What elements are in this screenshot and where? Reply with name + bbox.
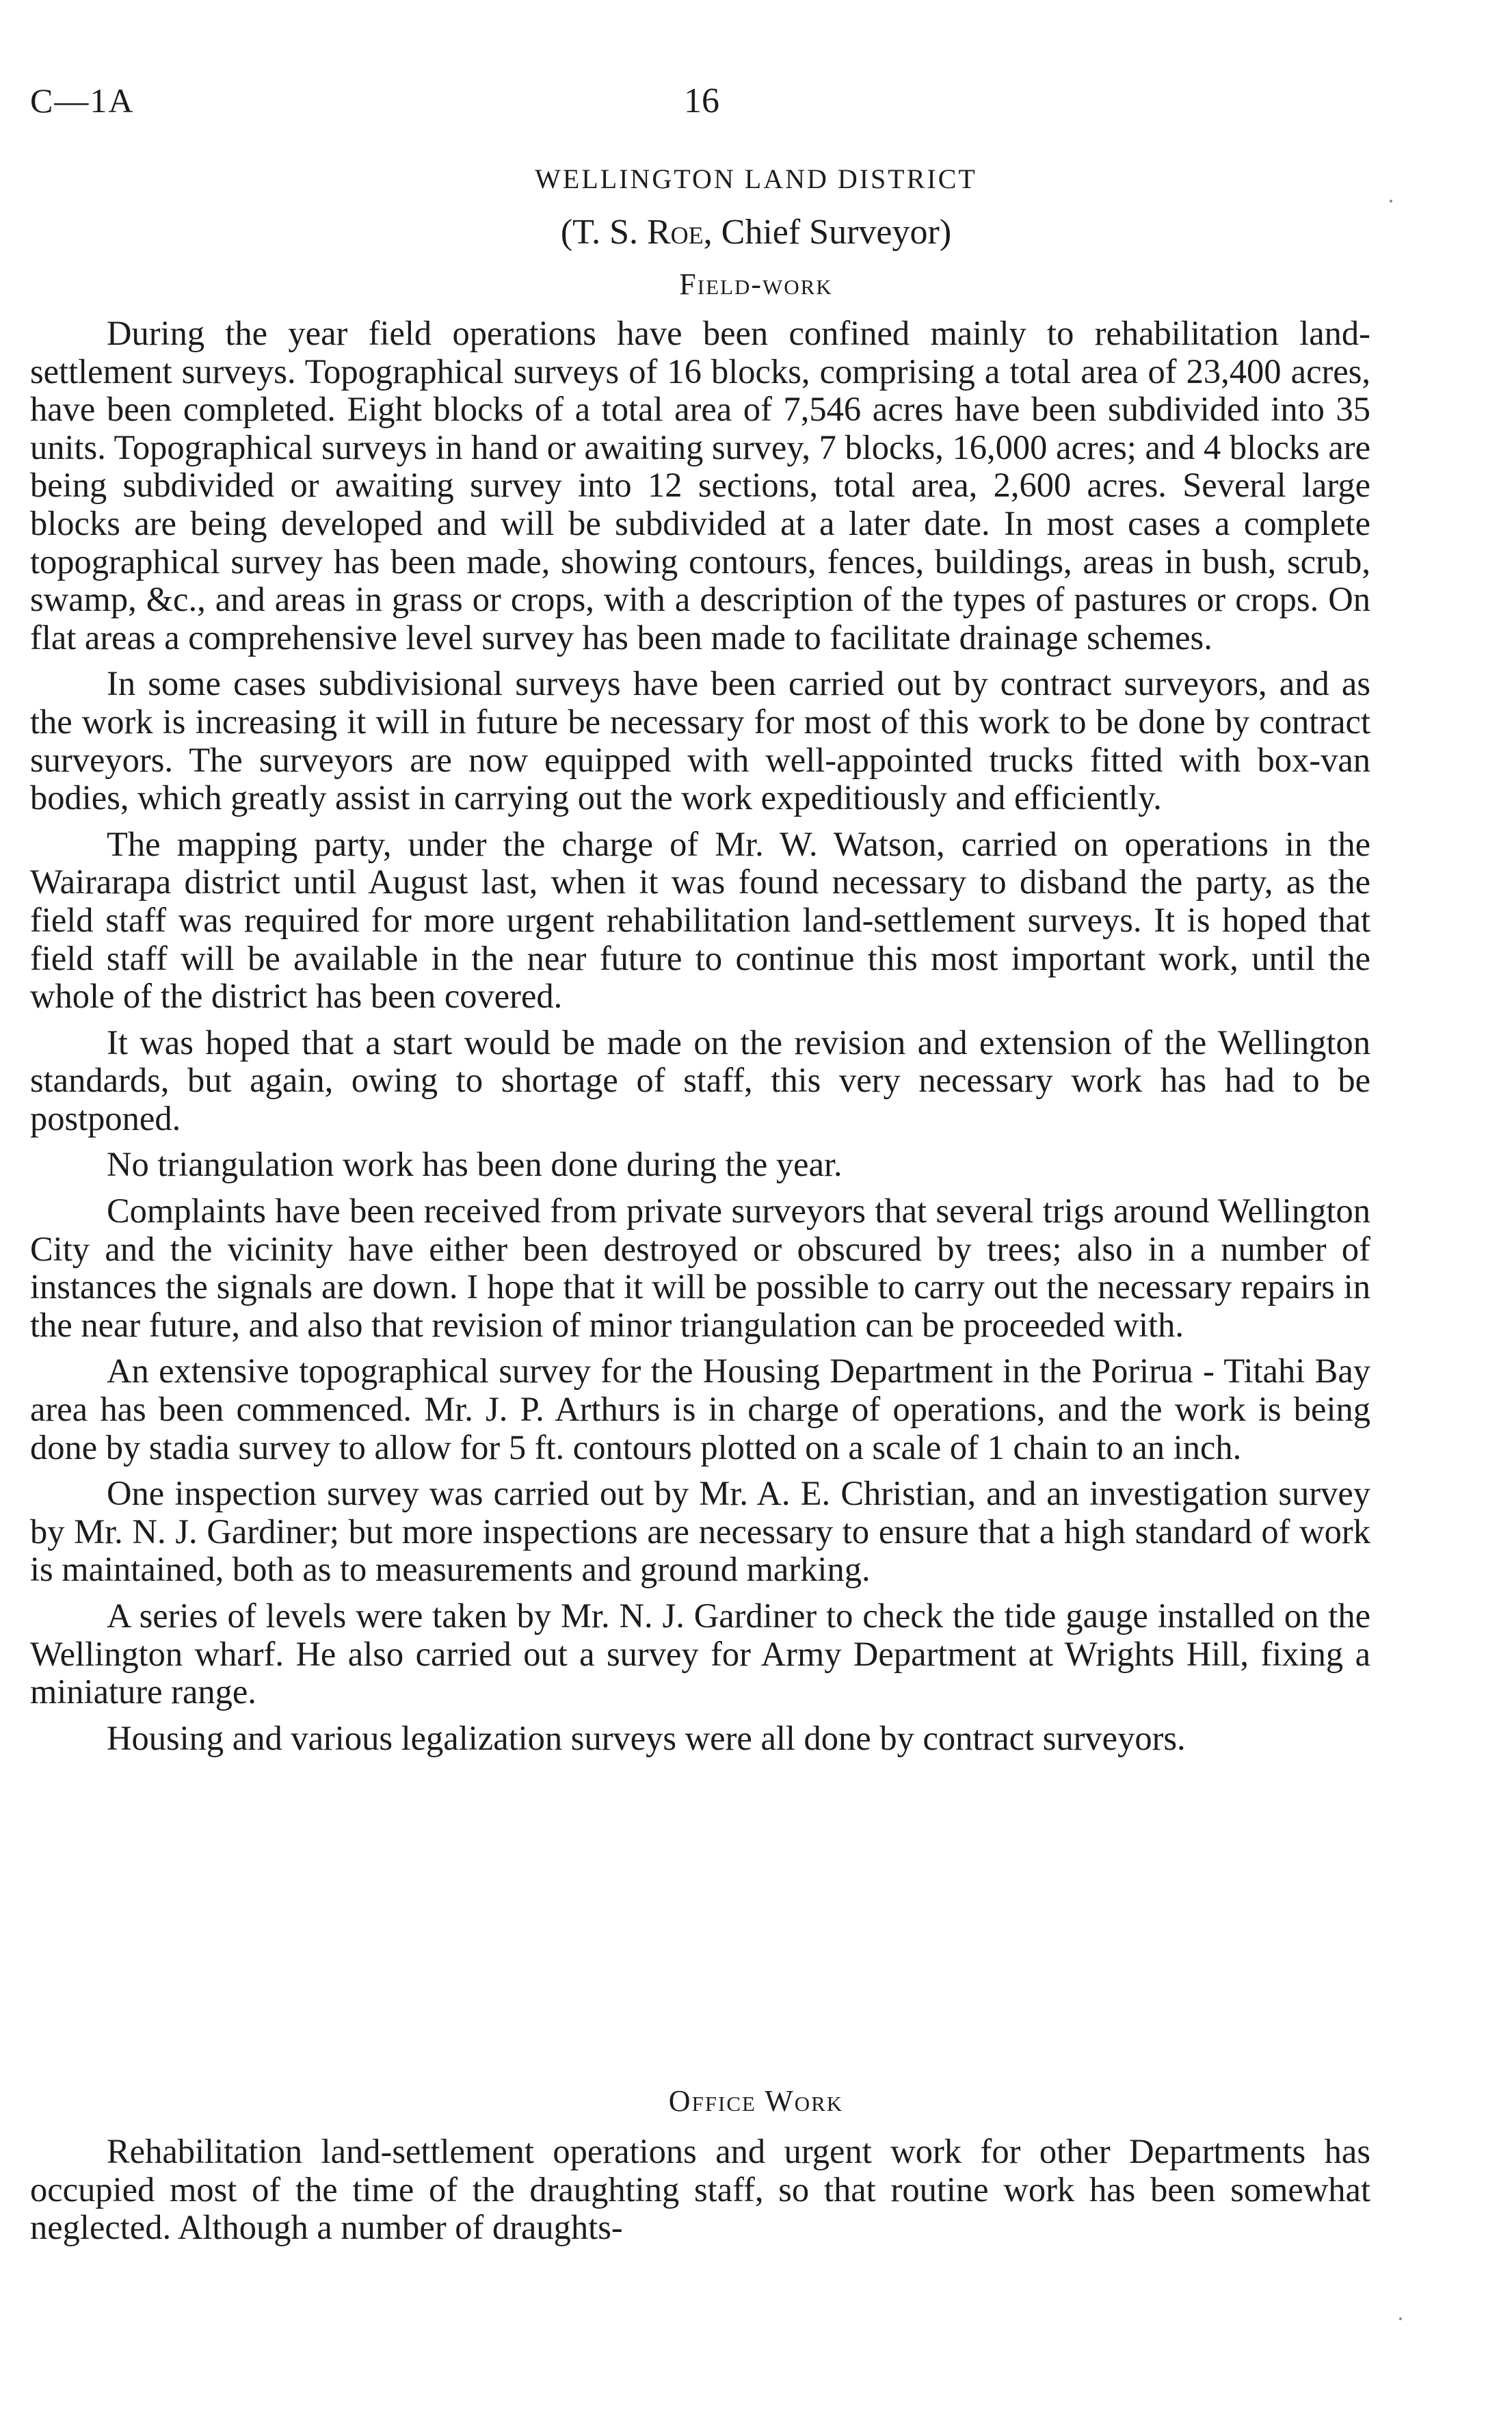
paragraph: Housing and various legalization surveys were all done by contract surveyors. (107, 1718, 1186, 1757)
office-work-body (30, 2133, 1370, 2255)
paragraph: An extensive topographical survey for the Housing Department in the Porirua - Titahi Bay area has been commenced. Mr. J. P. Arthurs is in charge of operations, and the work is being done by stadia survey to allow for 5 ft. contours plotted on a scale of 1 chain to an inch. (30, 1352, 1370, 1467)
surveyor-name: Roe (646, 213, 704, 252)
paragraph: The mapping party, under the charge of Mr. W. Watson, carried on operations in the Wairarapa district until August last, when it was found necessary to disband the party, as the field staff was required for more urgent rehabilitation land-settlement surveys. It is hoped that field staff will be available in the near future to continue this most important work, until the whole of the district has been covered. (30, 824, 1370, 1016)
paragraph: Complaints have been received from private surveyors that several trigs around Wellington City and the vicinity have either been destroyed or obscured by trees; also in a number of instances the signals are down. I hope that it will be possible to carry out the necessary repairs in the near future, and also that revision of minor triangulation can be proceeded with. (30, 1192, 1370, 1344)
scan-speck (1390, 200, 1392, 202)
office-work-heading: Office Work (668, 2084, 844, 2118)
field-work-body (30, 315, 1370, 1765)
paragraph: No triangulation work has been done during the year. (107, 1145, 843, 1184)
field-work-heading: Field-work (679, 267, 833, 301)
page-header-reference: C—1A (30, 81, 135, 120)
page-number: 16 (684, 81, 719, 120)
surveyor-role: , Chief Surveyor) (703, 213, 952, 252)
chief-surveyor-line (0, 212, 1512, 252)
paragraph: One inspection survey was carried out by Mr. A. E. Christian, and an investigation survey by Mr. N. J. Gardiner; but more inspections are necessary to ensure that a high standard of work is maintained, both as to measurements and ground marking. (30, 1474, 1370, 1589)
surveyor-open: (T. S. (560, 213, 647, 252)
paragraph: It was hoped that a start would be made on the revision and extension of the Wellington standards, but again, owing to shortage of staff, this very necessary work has had to be postponed. (30, 1023, 1370, 1138)
scan-speck (1399, 2317, 1402, 2320)
paragraph: A series of levels were taken by Mr. N. J. Gardiner to check the tide gauge installed on the Wellington wharf. He also carried out a survey for Army Department at Wrights Hill, fixing a miniature range. (30, 1596, 1370, 1711)
paragraph: In some cases subdivisional surveys have been carried out by contract surveyors, and as the work is increasing it will in future be necessary for most of this work to be done by contract surveyors. The surveyors are now equipped with well-appointed trucks fitted with box-van bodies, which greatly assist in carrying out the work expeditiously and efficiently. (30, 664, 1370, 817)
paragraph: Rehabilitation land-settlement operations and urgent work for other Departments has occupied most of the time of the draughting staff, so that routine work has been somewhat neglected. Although a number of draughts- (30, 2132, 1370, 2247)
paragraph: During the year field operations have been confined mainly to rehabilitation land-settlement surveys. Topographical surveys of 16 blocks, comprising a total area of 23,400 acres, have been completed. Eight blocks of a total area of 7,546 acres have been subdivided into 35 units. Topographical surveys in hand or awaiting survey, 7 blocks, 16,000 acres; and 4 blocks are being subdivided or awaiting survey into 12 sections, total area, 2,600 acres. Several large blocks are being developed and will be subdivided at a later date. In most cases a complete topographical survey has been made, showing contours, fences, buildings, areas in bush, scrub, swamp, &c., and areas in grass or crops, with a description of the types of pastures or crops. On flat areas a comprehensive level survey has been made to facilitate drainage schemes. (30, 314, 1370, 657)
district-title: WELLINGTON LAND DISTRICT (535, 163, 977, 194)
